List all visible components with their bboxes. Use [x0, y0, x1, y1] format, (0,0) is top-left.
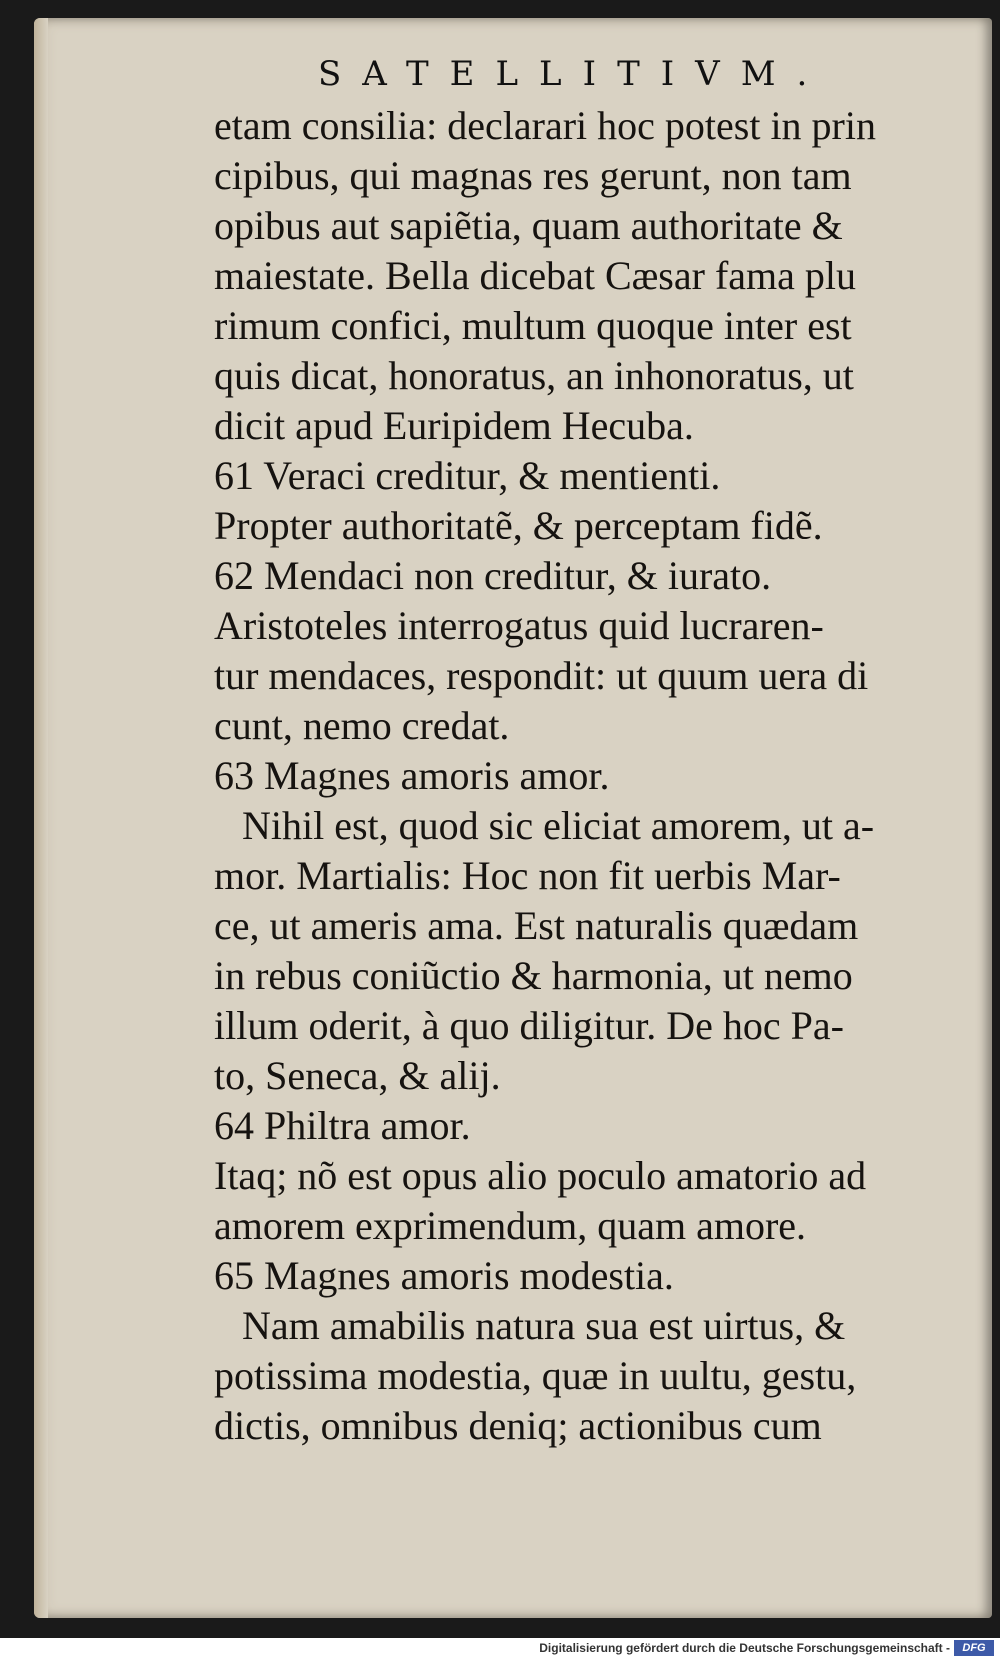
running-head: SATELLITIVM.: [318, 54, 829, 94]
text-line: to, Seneca, & alij.: [214, 1053, 501, 1098]
funding-credit: Digitalisierung gefördert durch die Deutsche Forschungsgemeinschaft -: [539, 1641, 950, 1655]
page-gutter: [34, 18, 48, 1618]
text-line: tur mendaces, respondit: ut quum uera di: [214, 653, 869, 698]
text-line: Propter authoritatẽ, & perceptam fidẽ.: [214, 503, 823, 548]
proverb-heading: 61 Veraci creditur, & mentienti.: [214, 453, 721, 498]
text-line: in rebus coniũctio & harmonia, ut nemo: [214, 953, 853, 998]
page-body: [214, 101, 954, 1451]
text-line: maiestate. Bella dicebat Cæsar fama plu: [214, 253, 856, 298]
text-line: rimum confici, multum quoque inter est: [214, 303, 852, 348]
text-line: Aristoteles interrogatus quid lucraren-: [214, 603, 824, 648]
text-line: quis dicat, honoratus, an inhonoratus, ut: [214, 353, 854, 398]
text-line: dicit apud Euripidem Hecuba.: [214, 403, 694, 448]
text-line: Nihil est, quod sic eliciat amorem, ut a-: [242, 803, 875, 848]
digitization-footer: [0, 1638, 1000, 1660]
text-line: cunt, nemo credat.: [214, 703, 510, 748]
text-line: mor. Martialis: Hoc non fit uerbis Mar-: [214, 853, 841, 898]
dfg-logo: DFG: [954, 1640, 994, 1656]
text-line: cipibus, qui magnas res gerunt, non tam: [214, 153, 852, 198]
proverb-heading: 63 Magnes amoris amor.: [214, 753, 610, 798]
text-line: ce, ut ameris ama. Est naturalis quædam: [214, 903, 859, 948]
proverb-heading: 62 Mendaci non creditur, & iurato.: [214, 553, 772, 598]
text-line: etam consilia: declarari hoc potest in prin: [214, 103, 876, 148]
text-line: potissima modestia, quæ in uultu, gestu,: [214, 1353, 857, 1398]
text-line: Nam amabilis natura sua est uirtus, &: [242, 1303, 846, 1348]
text-line: amorem exprimendum, quam amore.: [214, 1203, 807, 1248]
proverb-heading: 65 Magnes amoris modestia.: [214, 1253, 674, 1298]
text-line: opibus aut sapiẽtia, quam authoritate &: [214, 203, 843, 248]
proverb-heading: 64 Philtra amor.: [214, 1103, 471, 1148]
text-line: illum oderit, à quo diligitur. De hoc Pa-: [214, 1003, 844, 1048]
text-line: Itaq; nõ est opus alio poculo amatorio ad: [214, 1153, 867, 1198]
text-line: dictis, omnibus deniq; actionibus cum: [214, 1403, 822, 1448]
